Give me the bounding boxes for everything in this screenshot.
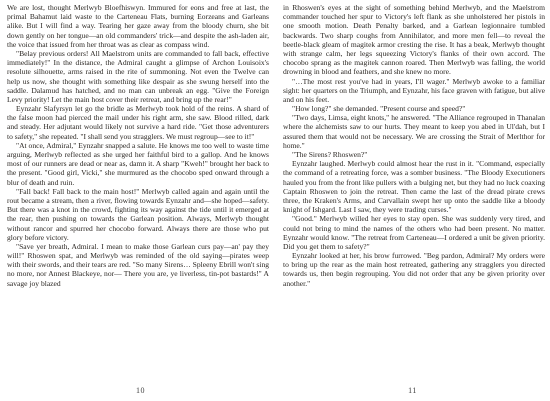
paragraph: Eynzahr laughed. Merlwyb could almost hear the rust in it. "Command, especially the command of a retreating force, was a somber business. "The Bloody Executioners hauled you from the front like pullers with a bulging net, but they had no luck coaxing Captain Rhoswen to join the retreat. Then came the last of the dread pirate crews three, the Kraken's Arms, and Carvallain swept her up onto the saddle like a bloody knight of Ishgard. Last I saw, they were trading curses." bbox=[283, 159, 545, 215]
paragraph: "The Sirens? Rhoswen?" bbox=[292, 150, 368, 159]
paragraph: "Belay previous orders! All Maelstrom units are commanded to fall back, effective immediately!" In the distance, the Admiral caught a glimpse of Archon Louisoix's resolute silhouette, arms raised in the rite of summoning. Not even the Twelve can help us now, she thought with something like despair as she swung herself into the saddle. Dalamud has hatched, and no man can unbreak an egg. "Give the Foreign Levy priority! Let the main host cover their retreat, and bring up the rear!" bbox=[7, 48, 269, 104]
paragraph: "Save yer breath, Admiral. I mean to make those Garlean curs pay—an' pay they will!" Rhoswen spat, and Merlwyb was reminded of the old saying—pirates weep with their swords, and their tears are red. "So many Sirens… Spleeny Ebrill won't sing no more, nor Annest Blackeye, nor— There you are, ye liverless, tin-pot bastards!" A savage joy blazed bbox=[7, 241, 269, 288]
page-number: 10 bbox=[136, 386, 145, 395]
paragraph: We are lost, thought Merlwyb Bloefhiswyn. Immured for eons and free at last, the primal Bahamut laid waste to the Carteneau Flats, burning Eorzeans and Garleans alike. But I will find a way. Tearing her gaze away from the bloody churn, she bit down gently on her tongue—an old commanders' trick—and despite the ash-laden air, the voice that issued from her throat was as clear as compass wind. bbox=[7, 3, 269, 49]
paragraph: Eynzahr looked at her, his brow furrowed. "Beg pardon, Admiral? My orders were to bring up the rear as the main host retreated, gathering any stragglers you directed towards us, then begin regrouping. You did not order that any be given priority over another." bbox=[283, 251, 545, 288]
paragraph: "Two days, Limsa, eight knots," he answered. "The Alliance regrouped in Thanalan where the alchemists saw to our hurts. They meant to keep you abed in Ul'dah, but I assured them that would not be necessary. We are crossing the Strait of Merlthor for home." bbox=[283, 113, 545, 150]
paragraph: "…The most rest you've had in years, I'll wager." Merlwyb awoke to a familiar sight: her quarters on the Triumph, and Eynzahr, his face graven with fatigue, but alive and on his feet. bbox=[283, 76, 545, 104]
paragraph: "Fall back! Fall back to the main host!" Merlwyb called again and again until the rout became a stream, then a river, flowing towards Eynzahr and—she hoped—safety. But there was a knot in the crowd, fighting its way against the tide until it emerged at the rear, then pushing on towards the Garlean position. Always, Merlwyb thought without rancor and spurred her chocobo forward. Always there are those who put glory before victory. bbox=[7, 186, 269, 242]
right-page-text bbox=[283, 3, 545, 288]
paragraph: "How long?" she demanded. "Present course and speed?" bbox=[292, 104, 466, 114]
left-page-text bbox=[7, 3, 269, 288]
page-number: 11 bbox=[408, 386, 417, 395]
right-page bbox=[275, 0, 550, 401]
paragraph: Eynzahr Slafyrsyn let go the bridle as Merlwyb took hold of the reins. A shard of the false moon had pierced the mail under his right arm, she saw. Blood rilled, dark and steady. Her adjutant would likely not survive a hard ride. "Get those adventurers to safety," she repeated. "I shall send you stragglers. We must regroup—see to it!" bbox=[7, 104, 269, 141]
paragraph: "Good." Merlwyb willed her eyes to stay open. She was suddenly very tired, and could not bring to mind the names of the others who had been present. No matter. Eynzahr would know. "The retreat from Carteneau—I ordered a unit be given priority. Did you get them to safety?" bbox=[283, 214, 545, 251]
paragraph: in Rhoswen's eyes at the sight of something behind Merlwyb, and the Maelstrom commander touched her spur to Victory's left flank as she unholstered her pistols in one smooth motion. Death Penalty barked, and a Garlean legionnaire tumbled backwards. Two sharp coughs from Annihilator, and more men fell—to reveal the beetle-black gleam of magitek armor cresting the rise. It has a beak, Merlwyb thought with strange calm, her legs squeezing Victory's flanks of their own accord. The chocobo sprang as the magitek cannon roared. Then Merlwyb was falling, the world drowning in blood and feathers, and she knew no more. bbox=[283, 3, 545, 77]
paragraph: "At once, Admiral," Eynzahr snapped a salute. He knows me too well to waste time arguing, Merlwyb reflected as she urged her faithful bird to a gallop. And he knows most of our runners are dead or near as, damn it. A sharp "Kweh!" brought her back to the present. "Good girl, Vicki," she murmured as the chocobo sped onward through a blur of death and ruin. bbox=[7, 140, 269, 187]
